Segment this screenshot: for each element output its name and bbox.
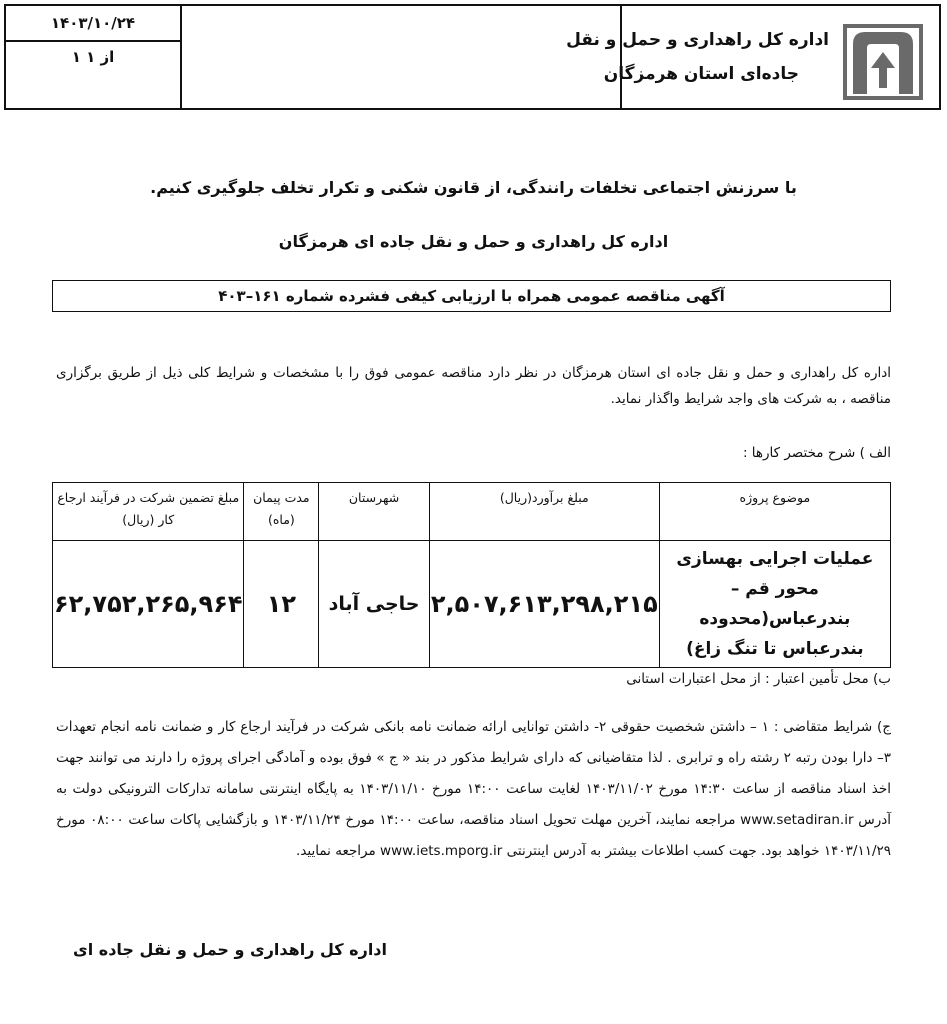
section-b: ب) محل تأمین اعتبار : از محل اعتبارات استانی — [626, 671, 891, 687]
cell-city: حاجی آباد — [319, 541, 430, 668]
cell-duration: ۱۲ — [244, 541, 319, 668]
header-estimate: مبلغ برآورد(ریال) — [429, 483, 659, 541]
header-guarantee: مبلغ تضمین شرکت در فرآیند ارجاع کار (ریال) — [53, 483, 244, 541]
org-name-line1: اداره کل راهداری و حمل و نقل — [566, 30, 829, 50]
signature: اداره کل راهداری و حمل و نقل جاده ای — [73, 940, 387, 959]
org-heading: اداره کل راهداری و حمل و نقل جاده ای هرمزگان — [278, 232, 669, 251]
cell-estimate: ۲,۵۰۷,۶۱۳,۲۹۸,۲۱۵ — [429, 541, 659, 668]
project-table — [52, 482, 891, 668]
organization-logo — [843, 24, 923, 100]
header-subject: موضوع پروژه — [659, 483, 890, 541]
section-c: ج) شرایط متقاضی : ۱ – داشتن شخصیت حقوقی ۲- داشتن توانایی ارائه ضمانت نامه بانکی شرکت در فرآیند ارجاع کار و ضمانت نامه انجام تعهدات ۳– دارا بودن رتبه ۲ رشته راه و ترابری . لذا متقاضیانی که دارای شرایط مذکور در بند « ج » فوق بوده و آمادگی اجرای پروژه را دارند می توانند جهت اخذ اسناد مناقصه از ساعت ۱۴:۳۰ مورخ ۱۴۰۳/۱۱/۰۲ لغایت ساعت ۱۴:۰۰ مورخ ۱۴۰۳/۱۱/۱۰ به پایگاه اینترنتی سامانه تدارکات الترونیکی دولت به آدرس www.setadiran.ir مراجعه نمایند، آخرین مهلت تحویل اسناد مناقصه، ساعت ۱۴:۰۰ مورخ ۱۴۰۳/۱۱/۲۴ و بازگشایی پاکات ساعت ۰۸:۰۰ مورخ ۱۴۰۳/۱۱/۲۹ خواهد بود. جهت کسب اطلاعات بیشتر به آدرس اینترنتی www.iets.mporg.ir مراجعه نمایید. — [56, 719, 891, 859]
page-number: ۱ از ۱ — [71, 48, 115, 66]
document-header — [4, 4, 941, 110]
document-date: ۱۴۰۳/۱۰/۲۴ — [6, 6, 180, 42]
header-empty-cell — [182, 6, 622, 108]
header-duration: مدت پیمان (ماه) — [244, 483, 319, 541]
cell-guarantee: ۶۲,۷۵۲,۲۶۵,۹۶۴ — [53, 541, 244, 668]
notice-title: آگهی مناقصه عمومی همراه با ارزیابی کیفی فشرده شماره ۱۶۱–۴۰۳ — [52, 280, 891, 312]
header-city: شهرستان — [319, 483, 430, 541]
section-a-label: الف ) شرح مختصر کارها : — [742, 445, 891, 461]
table-header-row — [53, 483, 891, 541]
header-meta-cell — [6, 6, 182, 108]
slogan: با سرزنش اجتماعی تخلفات رانندگی، از قانون شکنی و تکرار تخلف جلوگیری کنیم. — [150, 178, 797, 197]
intro-paragraph: اداره کل راهداری و حمل و نقل جاده ای استان هرمزگان در نظر دارد مناقصه عمومی فوق را با مشخصات و شرایط کلی ذیل از طریق برگزاری مناقصه ، به شرکت های واجد شرایط واگذار نماید. — [56, 365, 891, 407]
table-row — [53, 541, 891, 668]
org-name-line2: جاده‌ای استان هرمزگان — [603, 64, 799, 84]
cell-subject: عملیات اجرایی بهسازی محور قم – بندرعباس(محدوده بندرعباس تا تنگ زاغ) — [659, 541, 890, 668]
